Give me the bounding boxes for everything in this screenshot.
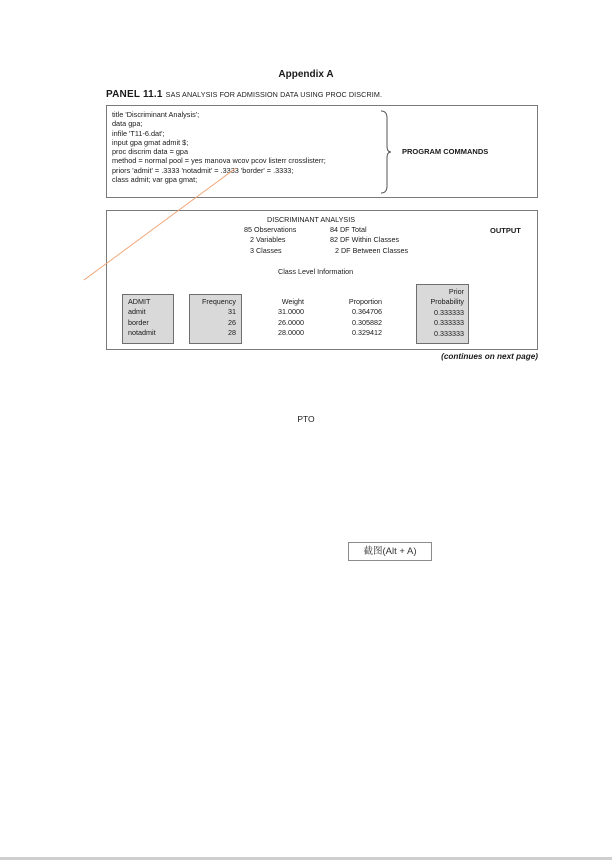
summary-item: 84 DF Total: [330, 225, 367, 234]
output-label: OUTPUT: [490, 226, 521, 235]
table-cell: 31.0000: [278, 307, 304, 317]
code-line: method = normal pool = yes manova wcov pcov listerr crosslisterr;: [112, 156, 326, 166]
table-cell: 28.0000: [278, 328, 304, 338]
code-line: title 'Discriminant Analysis';: [112, 110, 200, 119]
summary-item: 82 DF Within Classes: [330, 235, 400, 245]
table-cell: admit: [128, 307, 146, 317]
program-commands-label: PROGRAM COMMANDS: [402, 147, 489, 156]
table-cell: 0.333333: [434, 307, 464, 317]
table-cell: 0.364706: [352, 307, 382, 317]
column-header: Weight: [281, 297, 304, 306]
output-title: DISCRIMINANT ANALYSIS: [267, 215, 355, 224]
code-line: infile 'T11-6.dat';: [112, 128, 165, 138]
column-header: Probability: [430, 297, 464, 307]
summary-item: 2 Variables: [250, 235, 286, 245]
pto-text: PTO: [297, 414, 315, 424]
table-cell: 0.333333: [434, 328, 464, 338]
summary-item: 85 Observations: [244, 225, 297, 234]
table-cell: border: [128, 317, 149, 327]
code-line: input gpa gmat admit $;: [112, 137, 189, 147]
table-cell: 31: [228, 307, 236, 317]
panel-description: SAS ANALYSIS FOR ADMISSION DATA USING PROC DISCRIM.: [165, 90, 383, 99]
table-cell: 28: [228, 328, 236, 338]
class-info-title: Class Level Information: [278, 267, 354, 276]
column-header: Frequency: [202, 297, 236, 306]
table-cell: 0.329412: [352, 328, 382, 338]
code-line: priors 'admit' = .3333 'notadmit' = .3333 'border' = .3333;: [112, 165, 294, 175]
table-cell: 26.0000: [278, 317, 304, 327]
summary-item: 3 Classes: [250, 245, 282, 255]
summary-item: 2 DF Between Classes: [335, 245, 409, 255]
column-header: Proportion: [348, 297, 382, 306]
table-cell: 26: [228, 317, 236, 327]
code-line: data gpa;: [112, 119, 143, 129]
table-cell: notadmit: [128, 328, 156, 338]
table-cell: 0.333333: [434, 318, 464, 328]
column-header: Prior: [448, 287, 464, 296]
column-header: ADMIT: [128, 297, 151, 306]
code-line: proc discrim data = gpa: [112, 147, 189, 157]
panel-label: PANEL 11.1: [106, 89, 163, 100]
table-cell: 0.305882: [352, 317, 382, 327]
continues-note: (continues on next page): [441, 352, 538, 361]
screenshot-capture-button[interactable]: 截图(Alt + A): [348, 542, 432, 561]
page-heading: Appendix A: [278, 69, 334, 80]
code-line: class admit; var gpa gmat;: [112, 175, 198, 185]
